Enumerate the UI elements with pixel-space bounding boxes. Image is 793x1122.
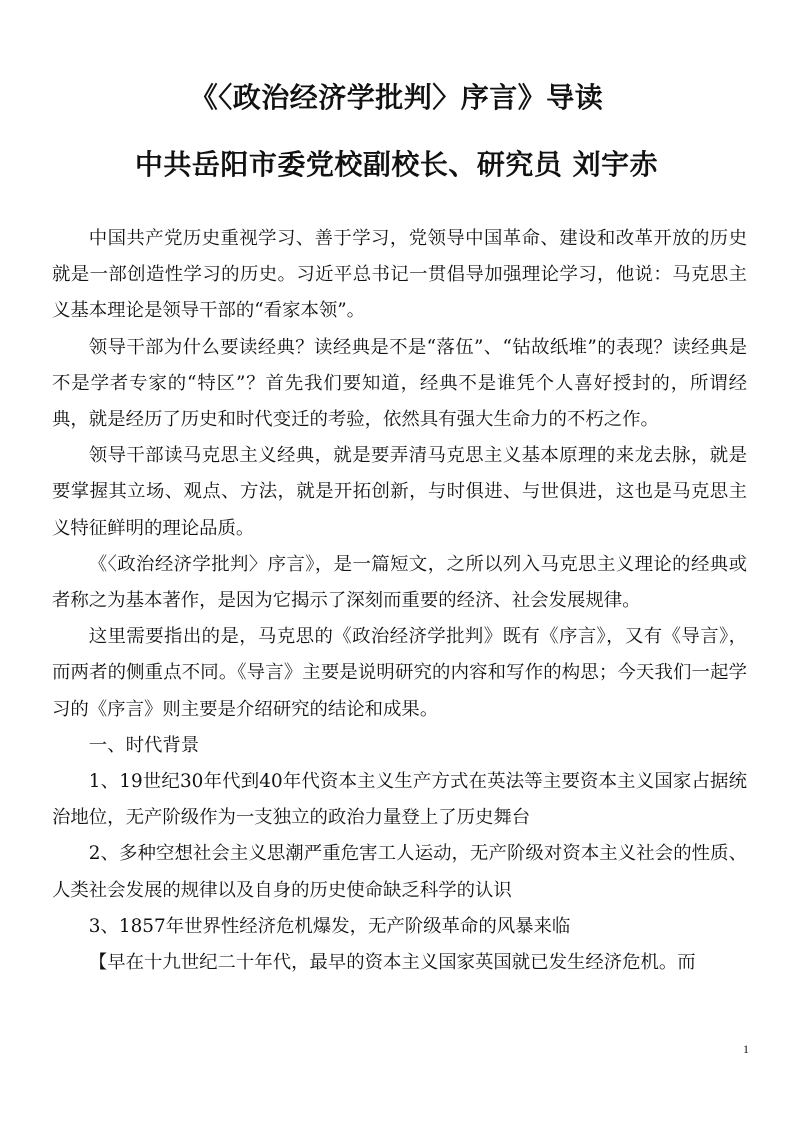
list-item-1: 1、19世纪30年代到40年代资本主义生产方式在英法等主要资本主义国家占据统治地位，无产阶级作为一支独立的政治力量登上了历史舞台 — [52, 771, 747, 829]
bracket-note-paragraph: 【早在十九世纪二十年代，最早的资本主义国家英国就已发生经济危机。而 — [88, 952, 696, 974]
paragraph-4: 《〈政治经济学批判〉序言》，是一篇短文，之所以列入马克思主义理论的经典或者称之为基本著作，是因为它揭示了深刻而重要的经济、社会发展规律。 — [52, 553, 747, 612]
author-line: 中共岳阳市委党校副校长、研究员 刘宇赤 — [134, 148, 659, 181]
paragraph-3: 领导干部读马克思主义经典，就是要弄清马克思主义基本原理的来龙去脉，就是要掌握其立场、观点、方法，就是开拓创新，与时俱进、与世俱进，这也是马克思主义特征鲜明的理论品质。 — [52, 445, 747, 539]
page-number: 1 — [743, 1042, 749, 1056]
body-text — [52, 221, 747, 981]
list-item-2: 2、多种空想社会主义思潮严重危害工人运动，无产阶级对资本主义社会的性质、人类社会发展的规律以及自身的历史使命缺乏科学的认识 — [52, 843, 747, 901]
list-item-3: 3、1857年世界性经济危机爆发，无产阶级革命的风暴来临 — [88, 915, 571, 937]
section-heading-background: 一、时代背景 — [88, 734, 200, 756]
document-title: 《〈政治经济学批判〉序言》导读 — [189, 81, 604, 114]
paragraph-2: 领导干部为什么要读经典？读经典是不是“落伍”、“钻故纸堆”的表现？读经典是不是学者专家的“特区”？首先我们要知道，经典不是谁凭个人喜好授封的，所谓经典，就是经历了历史和时代变迁的考验，依然具有强大生命力的不朽之作。 — [52, 336, 747, 431]
paragraph-5: 这里需要指出的是，马克思的《政治经济学批判》既有《序言》，又有《导言》，而两者的侧重点不同。《导言》主要是说明研究的内容和写作的构思；今天我们一起学习的《序言》则主要是介绍研究的结论和成果。 — [52, 626, 747, 720]
paragraph-1: 中国共产党历史重视学习、善于学习，党领导中国革命、建设和改革开放的历史就是一部创造性学习的历史。习近平总书记一贯倡导加强理论学习，他说：马克思主义基本理论是领导干部的“看家本领”。 — [52, 228, 747, 322]
